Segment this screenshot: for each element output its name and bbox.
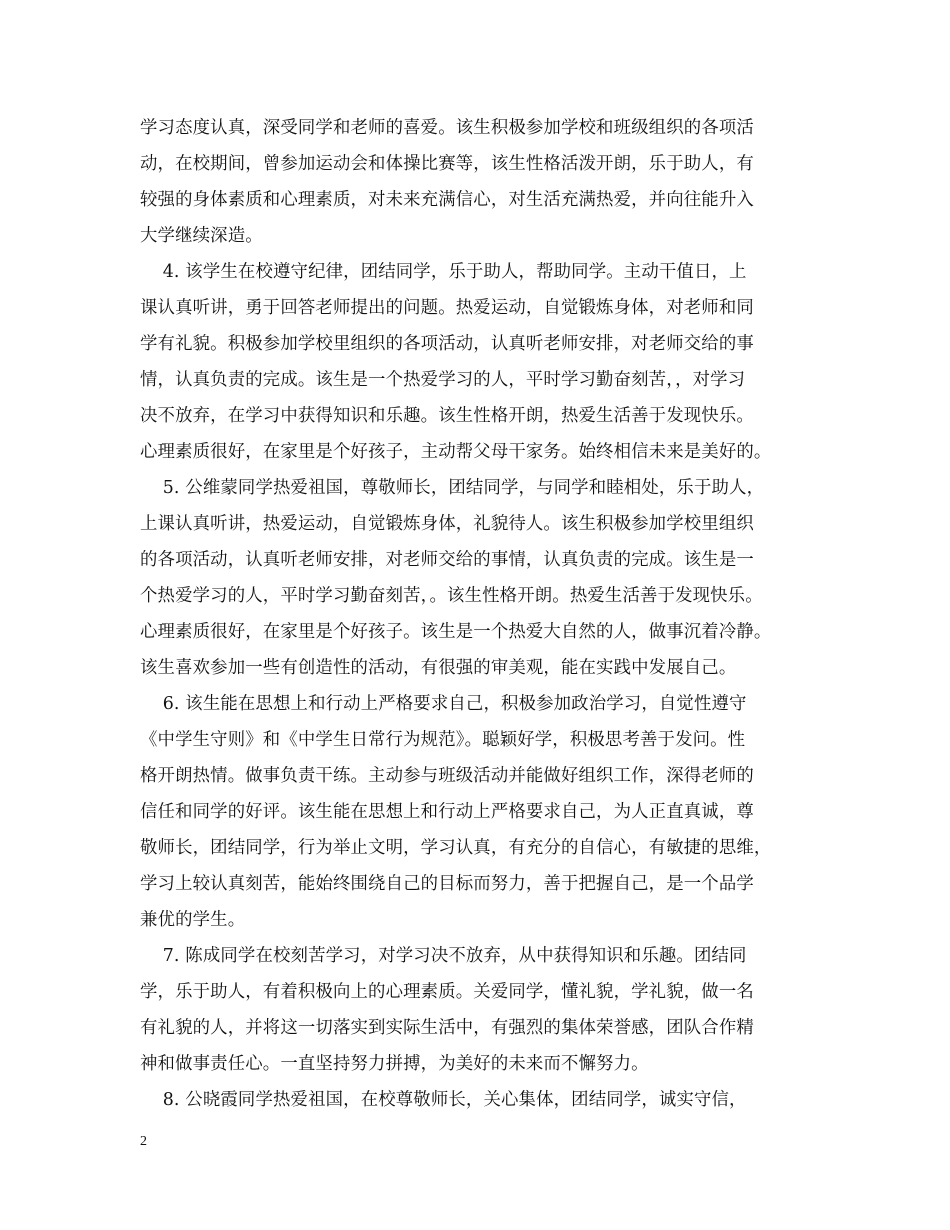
text-line: 学有礼貌。积极参加学校里组织的各项活动，认真听老师安排，对老师交给的事 <box>140 334 754 354</box>
text-line: 敬师长，团结同学，行为举止文明，学习认真，有充分的自信心，有敏捷的思维， <box>140 838 772 858</box>
text-line: 较强的身体素质和心理素质，对未来充满信心，对生活充满热爱，并向往能升入 <box>140 190 754 210</box>
text-line: 课认真听讲，勇于回答老师提出的问题。热爱运动，自觉锻炼身体，对老师和同 <box>140 298 754 318</box>
text-line: 格开朗热情。做事负责干练。主动参与班级活动并能做好组织工作，深得老师的 <box>140 766 754 786</box>
text-line: 6. 该生能在思想上和行动上严格要求自己，积极参加政治学习，自觉性遵守 <box>140 694 747 714</box>
page-number: 2 <box>140 1134 147 1149</box>
text-line: 学，乐于助人，有着积极向上的心理素质。关爱同学，懂礼貌，学礼貌，做一名 <box>140 982 754 1002</box>
text-line: 个热爱学习的人，平时学习勤奋刻苦，。该生性格开朗。热爱生活善于发现快乐。 <box>140 586 763 606</box>
text-line: 该生喜欢参加一些有创造性的活动，有很强的审美观，能在实践中发展自己。 <box>140 658 737 678</box>
text-line: 心理素质很好，在家里是个好孩子，主动帮父母干家务。始终相信未来是美好的。 <box>140 442 772 462</box>
text-line: 兼优的学生。 <box>140 910 246 930</box>
text-line: 学习态度认真，深受同学和老师的喜爱。该生积极参加学校和班级组织的各项活 <box>140 118 754 138</box>
text-line: 《中学生守则》和《中学生日常行为规范》。聪颖好学，积极思考善于发问。性 <box>140 730 746 750</box>
text-line: 的各项活动，认真听老师安排，对老师交给的事情，认真负责的完成。该生是一 <box>140 550 754 570</box>
text-line: 上课认真听讲，热爱运动，自觉锻炼身体，礼貌待人。该生积极参加学校里组织 <box>140 514 754 534</box>
text-line: 7. 陈成同学在校刻苦学习，对学习决不放弃，从中获得知识和乐趣。团结同 <box>140 946 747 966</box>
text-line: 心理素质很好，在家里是个好孩子。该生是一个热爱大自然的人，做事沉着冷静。 <box>140 622 772 642</box>
text-line: 有礼貌的人，并将这一切落实到实际生活中，有强烈的集体荣誉感，团队合作精 <box>140 1018 754 1038</box>
text-line: 大学继续深造。 <box>140 226 263 246</box>
text-line: 8. 公晓霞同学热爱祖国，在校尊敬师长，关心集体，团结同学，诚实守信， <box>140 1090 747 1110</box>
text-line: 情，认真负责的完成。该生是一个热爱学习的人，平时学习勤奋刻苦，，对学习 <box>140 370 746 390</box>
text-line: 5. 公维蒙同学热爱祖国，尊敬师长，团结同学，与同学和睦相处，乐于助人， <box>140 478 765 498</box>
text-line: 学习上较认真刻苦，能始终围绕自己的目标而努力，善于把握自己，是一个品学 <box>140 874 754 894</box>
text-line: 神和做事责任心。一直坚持努力拼搏，为美好的未来而不懈努力。 <box>140 1054 649 1074</box>
text-line: 动，在校期间，曾参加运动会和体操比赛等，该生性格活泼开朗，乐于助人，有 <box>140 154 754 174</box>
text-line: 信任和同学的好评。该生能在思想上和行动上严格要求自己，为人正直真诚，尊 <box>140 802 754 822</box>
text-line: 4. 该学生在校遵守纪律，团结同学，乐于助人，帮助同学。主动干值日，上 <box>140 262 747 282</box>
text-line: 决不放弃，在学习中获得知识和乐趣。该生性格开朗，热爱生活善于发现快乐。 <box>140 406 754 426</box>
